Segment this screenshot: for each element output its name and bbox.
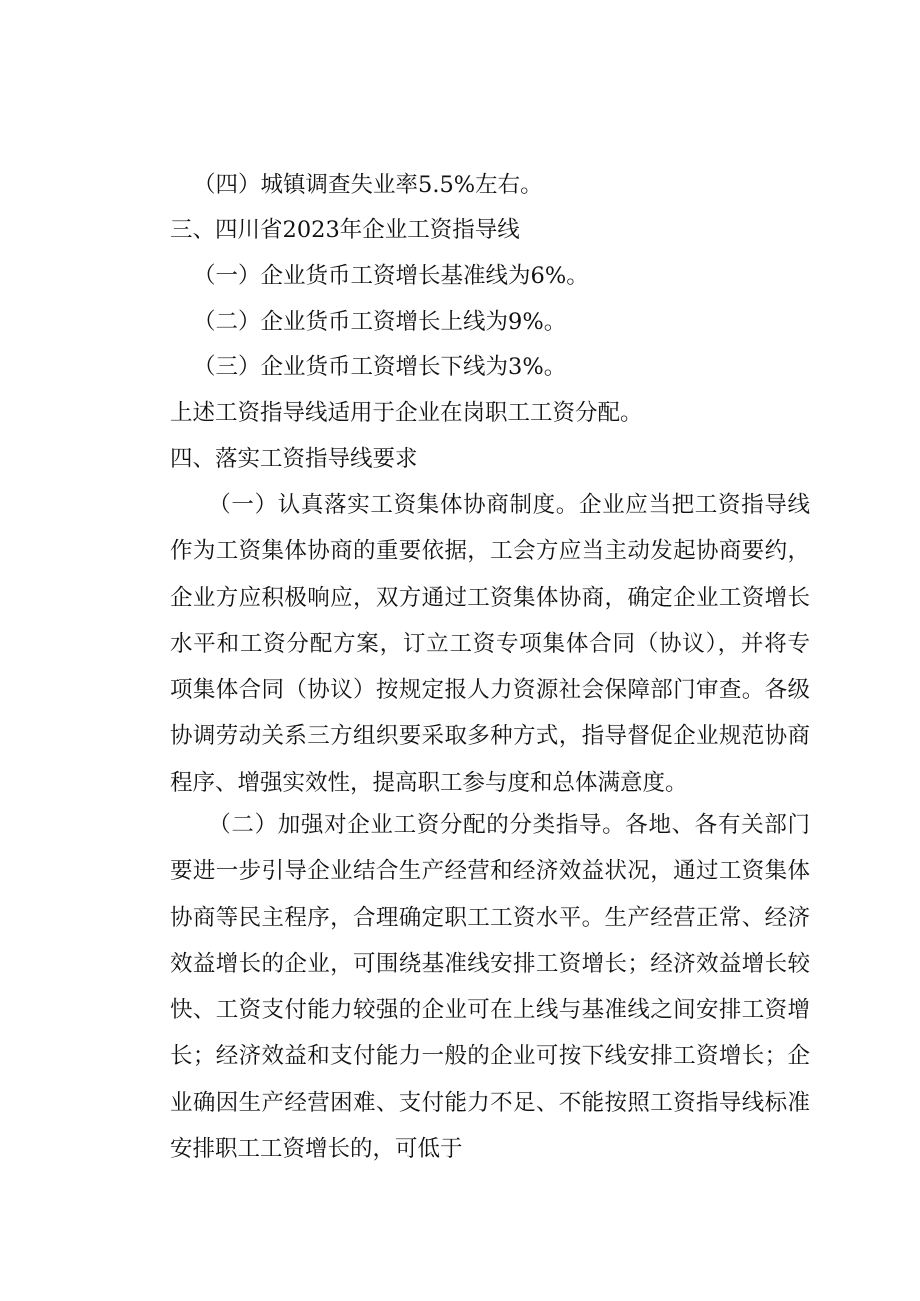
paragraph-classified-guidance: （二）加强对企业工资分配的分类指导。各地、各有关部门要进一步引导企业结合生产经营和经济效益状况，通过工资集体协商等民主程序，合理确定职工工资水平。生产经营正常、经济效益增长的企业，可围绕基准线安排工资增长；经济效益增长较快、工资支付能力较强的企业可在上线与基准线之间安排工资增长；经济效益和支付能力一般的企业可按下线安排工资增长；企业确因生产经营困难、支付能力不足、不能按照工资指导线标准安排职工工资增长的，可低于 [170, 812, 810, 1163]
section-heading-4: 四、落实工资指导线要求 [170, 446, 418, 472]
paragraph-collective-bargaining: （一）认真落实工资集体协商制度。企业应当把工资指导线作为工资集体协商的重要依据，工会方应当主动发起协商要约，企业方应积极响应，双方通过工资集体协商，确定企业工资增长水平和工资分配方案，订立工资专项集体合同（协议），并将专项集体合同（协议）按规定报人力资源社会保障部门审查。各级协调劳动关系三方组织要采取多种方式，指导督促企业规范协商程序、增强实效性，提高职工参与度和总体满意度。 [170, 492, 810, 796]
item-unemployment-rate: （四）城镇调查失业率5.5%左右。 [193, 172, 543, 198]
scope-note: 上述工资指导线适用于企业在岗职工工资分配。 [170, 400, 643, 426]
item-lower-line: （三）企业货币工资增长下线为3%。 [193, 354, 567, 380]
item-upper-line: （二）企业货币工资增长上线为9%。 [193, 309, 567, 335]
section-heading-3: 三、四川省2023年企业工资指导线 [170, 217, 520, 243]
item-baseline: （一）企业货币工资增长基准线为6%。 [193, 263, 589, 289]
